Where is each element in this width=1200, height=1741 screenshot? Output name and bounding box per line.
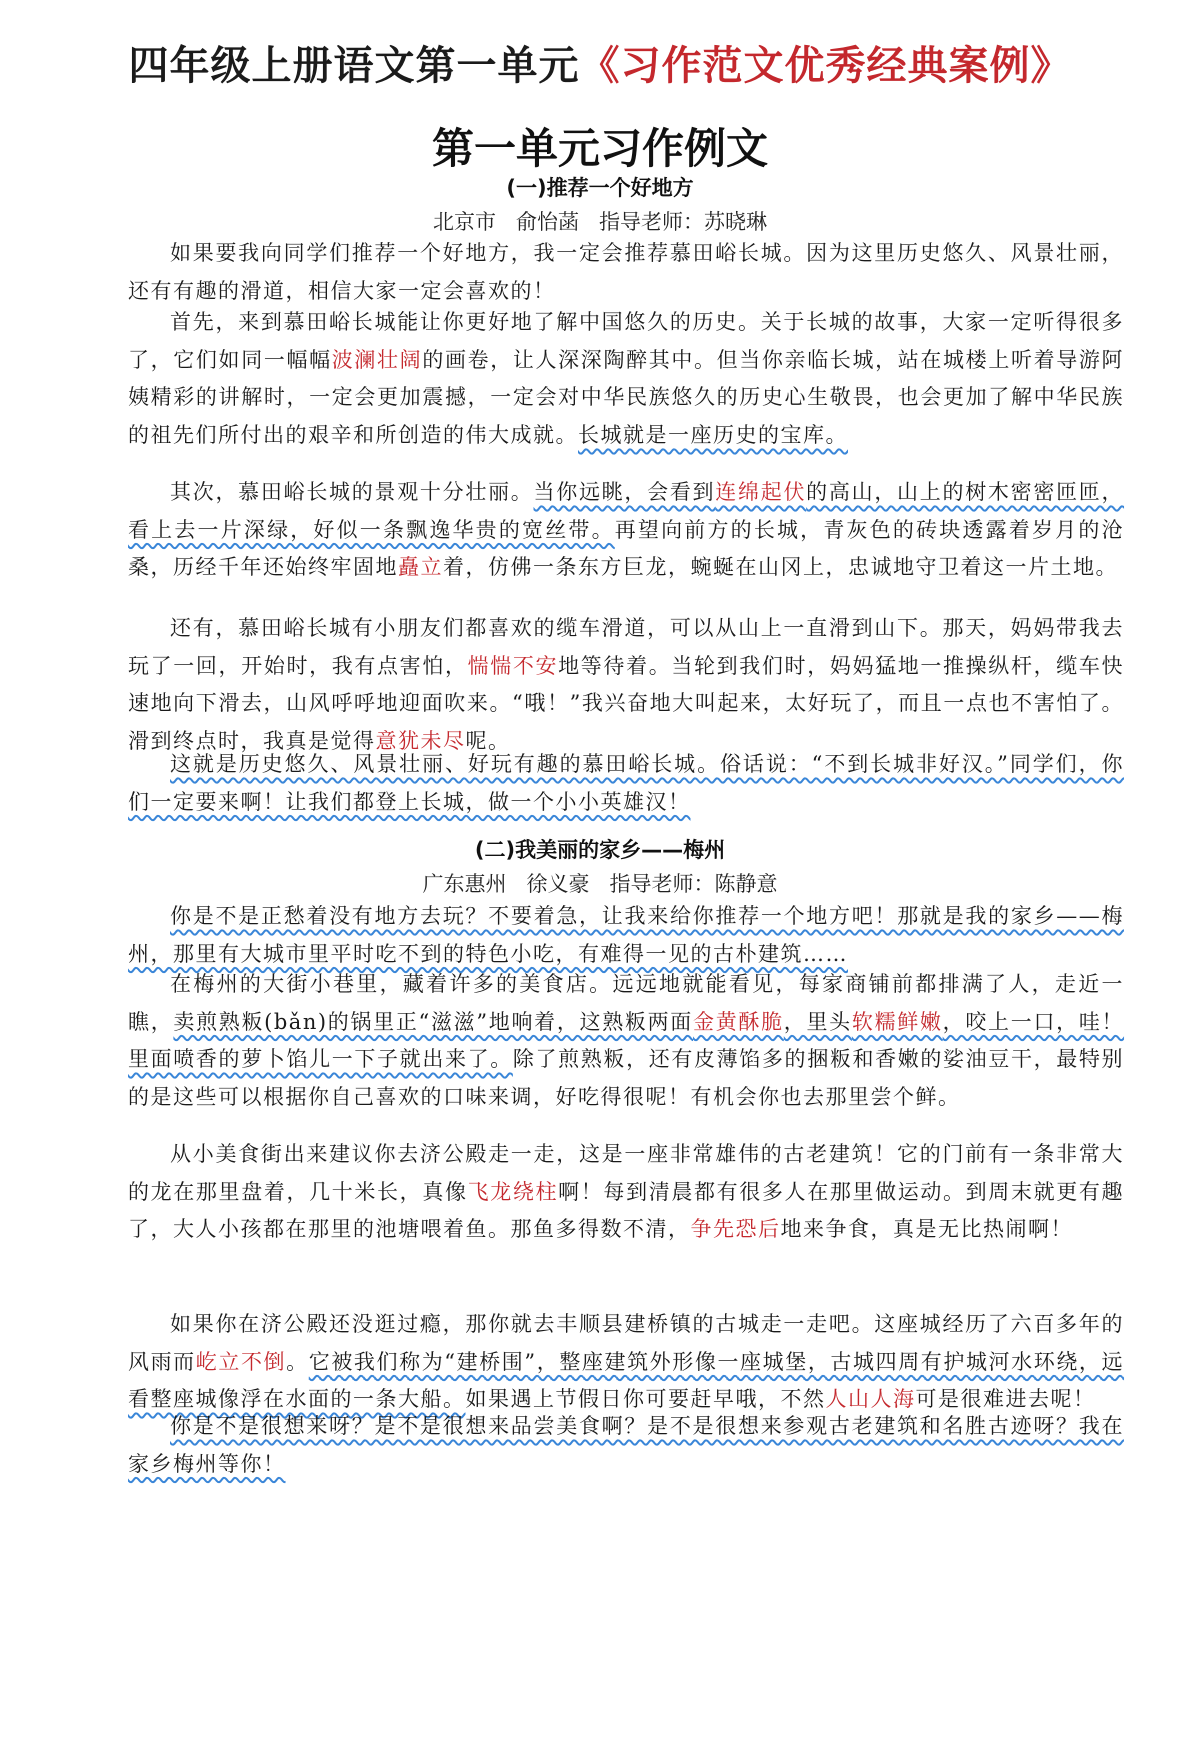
underlined-sentence: 的高山，山上的树木密密匝匝，看上去一片深绿，好似一条飘逸华贵的宽丝带。 <box>128 480 1125 542</box>
underlined-sentence: 卖煎熟粄(bǎn)的锅里正“滋滋”地响着，这熟粄两面 <box>173 1009 694 1034</box>
section-2-paragraph-3 <box>128 1136 1124 1249</box>
underlined-sentence: ，咬上一口，哇！里面喷香的萝卜馅儿一下子就出来了。 <box>128 1009 1125 1072</box>
highlighted-idiom: 波澜壮阔 <box>331 347 423 372</box>
highlighted-idiom: 飞龙绕柱 <box>467 1179 559 1204</box>
text-run: 地来争食，真是无比热闹啊！ <box>780 1217 1073 1242</box>
highlighted-idiom: 惴惴不安 <box>467 653 559 678</box>
underlined-sentence: 这就是历史悠久、风景壮丽、好玩有趣的慕田峪长城。俗话说：“不到长城非好汉。”同学们，你们一定要来啊！让我们都登上长城，做一个小小英雄汉！ <box>128 752 1124 814</box>
highlighted-idiom: 连绵起伏 <box>715 480 807 504</box>
text-run: 。 <box>286 1349 309 1374</box>
section-1-paragraph-1 <box>128 235 1124 310</box>
section-1-title: (一)推荐一个好地方 <box>506 176 694 200</box>
header-collection-title: 《习作范文优秀经典案例》 <box>579 43 1072 89</box>
text-run: 在梅州的大街小巷里，藏着许多的美食店。远远地就能看见，每家商铺前都排满了人，走近一瞧， <box>128 972 1124 1034</box>
text-run: 再望向前方的长城，青灰色的砖块透露着岁月的沧桑，历经千年还始终牢固地 <box>128 517 1124 580</box>
underlined-sentence: 当你远眺，会看到 <box>533 480 716 504</box>
text-run: 可是很难进去呢！ <box>915 1387 1096 1412</box>
text-run: 还有，慕田峪长城有小朋友们都喜欢的缆车滑道，可以从山上一直滑到山下。那天，妈妈带我去玩了一回，开始时，我有点害怕， <box>128 616 1124 678</box>
header-grade-unit: 四年级上册语文第一单元 <box>128 43 580 89</box>
section-2-paragraph-1 <box>128 898 1124 973</box>
section-2-paragraph-4 <box>128 1306 1124 1419</box>
highlighted-idiom: 屹立不倒 <box>195 1349 287 1374</box>
text-run: 其次，慕田峪长城的景观十分壮丽。 <box>170 480 534 504</box>
section-2-paragraph-2 <box>128 966 1124 1116</box>
section-1-byline: 北京市 俞怡菡 指导老师：苏晓琳 <box>432 210 768 234</box>
document-header <box>0 34 1200 91</box>
highlighted-idiom: 软糯鲜嫩 <box>851 1009 943 1034</box>
underlined-sentence: 长城就是一座历史的宝库。 <box>578 422 848 447</box>
highlighted-idiom: 意犹未尽 <box>375 728 466 753</box>
underlined-sentence: 它被我们称为“建桥围”，整座建筑外形像一座城堡，古城四周有护城河水环绕，远看整座城像浮在水面的一条大船。 <box>128 1349 1125 1412</box>
section-1-paragraph-5 <box>128 746 1124 821</box>
text-run: 如果遇上节假日你可要赶早哦，不然 <box>465 1387 826 1412</box>
underlined-sentence: ，里头 <box>783 1009 852 1034</box>
highlighted-idiom: 人山人海 <box>825 1387 916 1412</box>
highlighted-idiom: 矗立 <box>398 555 443 580</box>
text-run: 从小美食街出来建议你去济公殿走一走，这是一座非常雄伟的古老建筑！它的门前有一条非常大的龙在那里盘着，几十米长，真像 <box>128 1142 1124 1204</box>
text-run: 首先，来到慕田峪长城能让你更好地了解中国悠久的历史。关于长城的故事，大家一定听得很多了，它们如同一幅幅 <box>128 310 1124 372</box>
text-run: 啊！每到清晨都有很多人在那里做运动。到周末就更有趣了，大人小孩都在那里的池塘喂着鱼。那鱼多得数不清， <box>128 1179 1125 1242</box>
text-run: 呢。 <box>465 728 511 753</box>
section-1-paragraph-3 <box>128 474 1124 587</box>
text-run: 如果要我向同学们推荐一个好地方，我一定会推荐慕田峪长城。因为这里历史悠久、风景壮丽，还有有趣的滑道，相信大家一定会喜欢的！ <box>128 241 1124 303</box>
section-2-title: (二)我美丽的家乡——梅州 <box>474 838 726 862</box>
highlighted-idiom: 金黄酥脆 <box>693 1009 784 1034</box>
section-2-byline: 广东惠州 徐义豪 指导老师：陈静意 <box>422 872 778 896</box>
text-run: 地等待着。当轮到我们时，妈妈猛地一推操纵杆，缆车快速地向下滑去，山风呼呼地迎面吹来。“哦！”我兴奋地大叫起来，太好玩了，而且一点也不害怕了。滑到终点时，我真是觉得 <box>128 653 1125 753</box>
section-1-paragraph-2 <box>128 304 1124 454</box>
text-run: 的画卷，让人深深陶醉其中。但当你亲临长城，站在城楼上听着导游阿姨精彩的讲解时，一定会更加震撼，一定会对中华民族悠久的历史心生敬畏，也会更加了解中华民族的祖先们所付出的艰辛和所创造的伟大成就。 <box>128 347 1125 447</box>
section-2-paragraph-5 <box>128 1408 1124 1483</box>
page-title: 第一单元习作例文 <box>431 124 768 173</box>
underlined-sentence: 你是不是正愁着没有地方去玩？不要着急，让我来给你推荐一个地方吧！那就是我的家乡——梅州，那里有大城市里平时吃不到的特色小吃，有难得一见的古朴建筑…… <box>128 904 1124 966</box>
underlined-sentence: 你是不是很想来呀？是不是很想来品尝美食啊？是不是很想来参观古老建筑和名胜古迹呀？我在家乡梅州等你！ <box>128 1414 1124 1476</box>
text-run: 除了煎熟粄，还有皮薄馅多的捆粄和香嫩的娑油豆干，最特别的是这些可以根据你自己喜欢的口味来调，好吃得很呢！有机会你也去那里尝个鲜。 <box>128 1047 1125 1109</box>
text-run: 着，仿佛一条东方巨龙，蜿蜒在山冈上，忠诚地守卫着这一片土地。 <box>443 555 1118 580</box>
text-run: 如果你在济公殿还没逛过瘾，那你就去丰顺县建桥镇的古城走一走吧。这座城经历了六百多年的风雨而 <box>128 1312 1124 1374</box>
highlighted-idiom: 争先恐后 <box>690 1217 781 1242</box>
section-1-paragraph-4 <box>128 610 1124 760</box>
